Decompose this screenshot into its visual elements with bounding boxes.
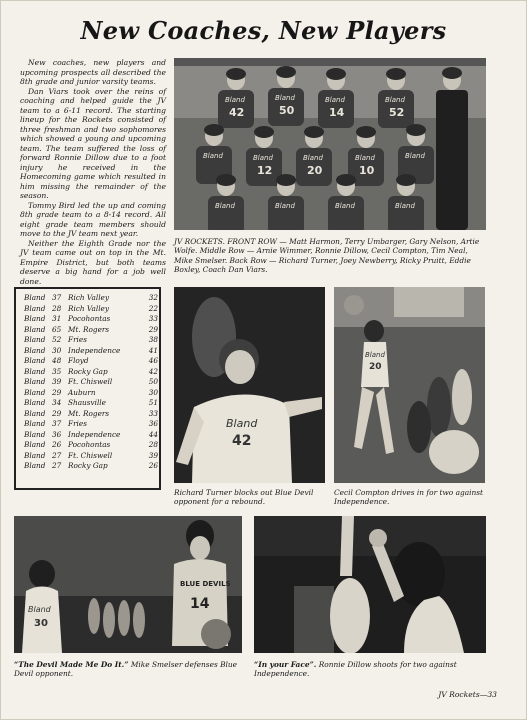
team-photo	[174, 58, 486, 230]
opponent-score: 36	[148, 419, 158, 428]
home-score: 36	[52, 429, 62, 439]
opponent-score: 41	[148, 345, 158, 355]
home-score: 34	[52, 398, 62, 407]
team-jersey-text: Bland	[253, 154, 273, 162]
smelser-right-number: 14	[190, 596, 210, 612]
score-row	[24, 419, 158, 430]
score-row	[24, 325, 158, 336]
turner-caption: Richard Turner blocks out Blue Devil opponent for a rebound.	[174, 488, 314, 507]
dillow-caption	[254, 660, 486, 679]
compton-photo-image	[334, 287, 485, 483]
opponent-score: 51	[148, 398, 158, 407]
team-jersey-text: Bland	[385, 96, 405, 104]
score-row	[24, 367, 158, 378]
opponent: Mt. Rogers	[68, 408, 110, 418]
opponent-score: 42	[148, 366, 158, 376]
score-row	[24, 356, 158, 367]
team-jersey-number: 52	[389, 106, 405, 119]
team-jersey-text: Bland	[225, 96, 245, 104]
opponent: Rocky Gap	[68, 366, 108, 376]
intro-text	[20, 58, 166, 286]
home-team: Bland	[24, 377, 46, 386]
home-score: 27	[52, 450, 62, 460]
team-jersey-text: Bland	[395, 202, 415, 210]
intro-paragraph: New coaches, new players and upcoming prospects all described the 8th grade and junior varsity teams.	[20, 58, 166, 86]
smelser-caption-lead: “The Devil Made Me Do It.”	[14, 660, 129, 669]
home-team: Bland	[24, 408, 46, 418]
opponent-score: 38	[148, 335, 158, 344]
dillow-photo	[254, 516, 486, 653]
turner-jersey-number: 42	[232, 433, 252, 449]
home-team: Bland	[24, 335, 46, 344]
score-row	[24, 409, 158, 420]
season-scores	[14, 287, 161, 490]
score-row	[24, 335, 158, 346]
opponent: Rocky Gap	[68, 461, 108, 470]
home-team: Bland	[24, 366, 46, 376]
team-jersey-number: 10	[359, 164, 375, 177]
opponent-score: 39	[148, 450, 158, 460]
turner-photo	[174, 287, 325, 483]
opponent: Independence	[68, 345, 121, 355]
dillow-photo-image	[254, 516, 486, 653]
opponent: Shausville	[68, 398, 106, 407]
team-photo-caption: JV ROCKETS. FRONT ROW — Matt Harmon, Terry Umbarger, Gary Nelson, Artie Wolfe. Middle Row — Arnie Wimmer, Ronnie Dillow, Cecil Compton, Tim Neal, Mike Smelser. Back Row — Richard Turner, Joey Newberry, Ricky Pruitt, Eddie Boxley, Coach Dan Viars.	[174, 237, 480, 274]
team-jersey-text: Bland	[303, 154, 323, 162]
home-team: Bland	[24, 303, 46, 313]
score-row	[24, 451, 158, 462]
opponent: Ft. Chiswell	[68, 450, 113, 460]
home-score: 28	[52, 303, 62, 313]
turner-photo-image	[174, 287, 325, 483]
team-jersey-number: 12	[257, 164, 273, 177]
opponent: Mt. Rogers	[68, 324, 110, 334]
home-team: Bland	[24, 324, 46, 334]
coach-figure	[436, 67, 468, 230]
team-jersey-text: Bland	[275, 202, 295, 210]
score-row	[24, 461, 158, 472]
opponent: Auburn	[68, 387, 96, 397]
team-jersey-text: Bland	[325, 96, 345, 104]
dillow-caption-rest: Ronnie Dillow shoots for two against Independence.	[254, 660, 457, 679]
smelser-photo-image	[14, 516, 242, 653]
score-row	[24, 314, 158, 325]
opponent-score: 50	[148, 377, 158, 386]
page-folio: JV Rockets—33	[438, 690, 497, 699]
home-team: Bland	[24, 461, 46, 470]
opponent-score: 44	[148, 429, 158, 439]
home-score: 65	[52, 324, 62, 334]
opponent: Rich Valley	[68, 293, 109, 302]
home-team: Bland	[24, 387, 46, 397]
team-jersey-text: Bland	[275, 94, 295, 102]
opponent: Ft. Chiswell	[68, 377, 113, 386]
opponent-score: 22	[148, 303, 158, 313]
intro-paragraph: Neither the Eighth Grade nor the JV team came out on top in the Mt. Empire District, but both teams deserve a big hand for a job well done.	[20, 238, 166, 286]
dillow-caption-lead: “In your Face”.	[254, 660, 317, 669]
score-row	[24, 398, 158, 409]
opponent-score: 30	[148, 387, 158, 397]
smelser-left-jersey-text: Bland	[28, 605, 51, 614]
team-jersey-text: Bland	[355, 154, 375, 162]
opponent: Rich Valley	[68, 303, 109, 313]
compton-jersey-number: 20	[369, 362, 382, 372]
score-row	[24, 346, 158, 357]
team-jersey-text: Bland	[335, 202, 355, 210]
smelser-left-number: 30	[34, 618, 48, 629]
home-team: Bland	[24, 314, 46, 323]
page-title: New Coaches, New Players	[80, 16, 447, 45]
opponent: Fries	[68, 419, 87, 428]
home-team: Bland	[24, 356, 46, 365]
opponent: Independence	[68, 429, 121, 439]
home-score: 30	[52, 345, 62, 355]
score-row	[24, 293, 158, 304]
home-score: 27	[52, 461, 62, 470]
compton-caption: Cecil Compton drives in for two against Independence.	[334, 488, 484, 507]
compton-photo	[334, 287, 485, 483]
team-jersey-text: Bland	[203, 152, 223, 160]
score-row	[24, 377, 158, 388]
opponent: Pocohontas	[68, 314, 111, 323]
home-score: 26	[52, 440, 62, 449]
opponent: Pocohontas	[68, 440, 111, 449]
home-score: 37	[52, 419, 62, 428]
score-row	[24, 388, 158, 399]
home-team: Bland	[24, 450, 46, 460]
home-score: 48	[52, 356, 62, 365]
opponent-score: 28	[148, 440, 158, 449]
opponent-score: 32	[148, 293, 158, 302]
team-jersey-text: Bland	[215, 202, 235, 210]
home-score: 29	[52, 408, 62, 418]
opponent-score: 26	[148, 461, 158, 470]
turner-jersey-text: Bland	[226, 417, 258, 430]
compton-jersey-text: Bland	[365, 351, 385, 359]
opponent-score: 33	[148, 314, 158, 323]
team-jersey-text: Bland	[405, 152, 425, 160]
smelser-caption	[14, 660, 242, 679]
intro-paragraph: Tommy Bird led the up and coming 8th grade team to a 8-14 record. All eight grade team members should move to the JV team next year.	[20, 200, 166, 238]
score-row	[24, 430, 158, 441]
home-score: 37	[52, 293, 62, 302]
smelser-right-jersey-text: BLUE DEVILS	[180, 580, 231, 588]
intro-paragraph: Dan Viars took over the reins of coaching and helped guide the JV team to a 6-11 record. The starting lineup for the Rockets consisted of three freshman and two sophomores which showed a young and upcoming team. The team suffered the loss of forward Ronnie Dillow due to a foot injury he received in the Homecoming game which resulted in him missing the remainder of the season.	[20, 86, 166, 200]
home-team: Bland	[24, 429, 46, 439]
team-jersey-number: 14	[329, 106, 345, 119]
home-score: 52	[52, 335, 62, 344]
home-score: 35	[52, 366, 62, 376]
opponent: Fries	[68, 335, 87, 344]
team-jersey-number: 20	[307, 164, 323, 177]
home-score: 31	[52, 314, 62, 323]
home-team: Bland	[24, 345, 46, 355]
opponent: Floyd	[68, 356, 89, 365]
score-row	[24, 440, 158, 451]
smelser-caption-rest: Mike Smelser defenses Blue Devil opponent.	[14, 660, 238, 679]
opponent-score: 33	[148, 408, 158, 418]
home-team: Bland	[24, 398, 46, 407]
score-row	[24, 304, 158, 315]
opponent-score: 46	[148, 356, 158, 365]
smelser-photo	[14, 516, 242, 653]
home-score: 39	[52, 377, 62, 386]
team-jersey-number: 42	[229, 106, 245, 119]
home-team: Bland	[24, 419, 46, 428]
team-jersey-number: 50	[279, 104, 295, 117]
home-team: Bland	[24, 440, 46, 449]
opponent-score: 29	[148, 324, 158, 334]
home-score: 29	[52, 387, 62, 397]
team-photo-image	[174, 58, 486, 230]
scores-table	[24, 293, 158, 472]
home-team: Bland	[24, 293, 46, 302]
